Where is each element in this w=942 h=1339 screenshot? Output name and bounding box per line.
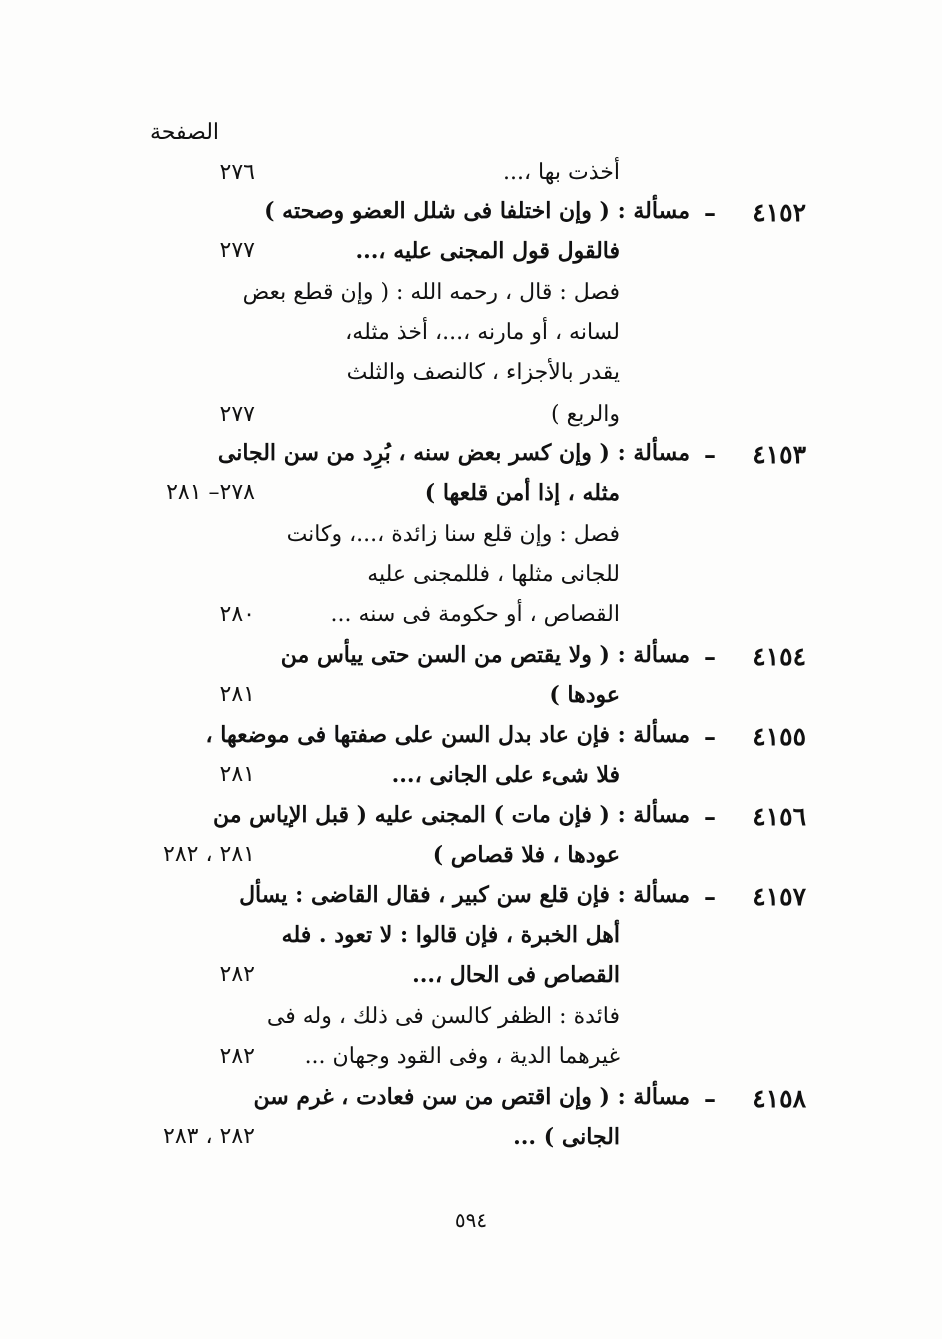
entry-page-ref: ٢٨٢ <box>219 962 255 987</box>
entry-dash: – <box>704 882 716 911</box>
entry-text: مسألة : ( وإن اختلفا فى شلل العضو وصحته ) <box>264 198 690 224</box>
entry-number: ٤١٥٧ <box>752 882 806 911</box>
entry-page-ref: ٢٨٠ <box>219 602 255 627</box>
index-entry-line <box>0 480 942 520</box>
entry-text: أهل الخبرة ، فإن قالوا : لا تعود . فله <box>281 922 620 948</box>
entry-text: للجانى مثلها ، فللمجنى عليه <box>367 562 620 587</box>
index-entry-heading <box>0 802 942 842</box>
entry-number: ٤١٥٢ <box>752 198 806 227</box>
index-entry-heading <box>0 198 942 238</box>
entry-number: ٤١٥٥ <box>752 722 806 751</box>
page-number: ٥٩٤ <box>454 1208 488 1232</box>
index-entry-heading <box>0 882 942 922</box>
entry-number: ٤١٥٨ <box>752 1084 806 1113</box>
entry-number: ٤١٥٤ <box>752 642 806 671</box>
index-entry-heading <box>0 440 942 480</box>
entry-text: غيرهما الدية ، وفى القود وجهان ... <box>304 1044 620 1069</box>
entry-number: ٤١٥٣ <box>752 440 806 469</box>
entry-text: مسألة : فإن قلع سن كبير ، فقال القاضى : يسأل <box>239 882 690 908</box>
entry-text: عودها ) <box>549 682 620 708</box>
index-entry-line <box>0 922 942 962</box>
entry-page-ref: ٢٨٢ <box>219 1044 255 1069</box>
entry-text: مسألة : فإن عاد بدل السن على صفتها فى موضعها ، <box>205 722 690 748</box>
entry-text: فالقول قول المجنى عليه ،... <box>355 238 620 264</box>
entry-page-ref: ٢٧٨– ٢٨١ <box>166 480 255 505</box>
index-entry-heading <box>0 642 942 682</box>
entry-text: القصاص فى الحال ،... <box>412 962 620 988</box>
entry-text: الجانى ) ... <box>513 1124 620 1150</box>
index-entry-line <box>0 360 942 400</box>
entry-text: مسألة : ( وإن كسر بعض سنه ، بُرِد من سن الجانى <box>217 440 690 466</box>
entry-text: مسألة : ( وإن اقتص من سن فعادت ، غرم سن <box>253 1084 690 1110</box>
entry-dash: – <box>704 440 716 469</box>
entry-text: فصل : وإن قلع سنا زائدة ،...، وكانت <box>286 522 620 547</box>
index-entry-line <box>0 1124 942 1164</box>
index-entry-line <box>0 562 942 602</box>
entry-number: ٤١٥٦ <box>752 802 806 831</box>
entry-text: فائدة : الظفر كالسن فى ذلك ، وله فى <box>266 1004 620 1029</box>
index-entry-heading <box>0 1084 942 1124</box>
entry-page-ref: ٢٧٧ <box>219 402 255 427</box>
entry-text: القصاص ، أو حكومة فى سنه ... <box>330 602 620 627</box>
index-entry-line <box>0 522 942 562</box>
index-entry-heading <box>0 722 942 762</box>
index-entry-line <box>0 160 942 200</box>
entry-text: عودها ، فلا قصاص ) <box>432 842 620 868</box>
index-entry-line <box>0 402 942 442</box>
index-entry-line <box>0 602 942 642</box>
index-entry-line <box>0 962 942 1002</box>
index-entry-line <box>0 842 942 882</box>
entry-text: أخذت بها ،... <box>502 160 620 185</box>
entry-dash: – <box>704 642 716 671</box>
entry-text: مسألة : ( ولا يقتص من السن حتى ييأس من <box>280 642 690 668</box>
entry-page-ref: ٢٨١ <box>219 682 255 707</box>
entry-dash: – <box>704 802 716 831</box>
entry-page-ref: ٢٧٦ <box>219 160 255 185</box>
entry-text: والربع ) <box>551 402 620 427</box>
entry-dash: – <box>704 198 716 227</box>
index-entry-line <box>0 280 942 320</box>
entry-page-ref: ٢٨١ <box>219 762 255 787</box>
entry-dash: – <box>704 722 716 751</box>
entry-text: لسانه ، أو مارنه ،...، أخذ مثله، <box>345 320 620 345</box>
entry-text: فلا شىء على الجانى ،... <box>391 762 620 788</box>
index-entry-line <box>0 238 942 278</box>
entry-text: فصل : قال ، رحمه الله : ( وإن قطع بعض <box>242 280 620 305</box>
index-entry-line <box>0 1004 942 1044</box>
index-entry-line <box>0 320 942 360</box>
entry-page-ref: ٢٨٢ ، ٢٨٣ <box>163 1124 255 1149</box>
page-column-header: الصفحة <box>150 120 220 145</box>
entry-text: يقدر بالأجزاء ، كالنصف والثلث <box>346 360 620 385</box>
index-entry-line <box>0 1044 942 1084</box>
index-entry-line <box>0 682 942 722</box>
entry-text: مسألة : ( فإن مات ) المجنى عليه ( قبل الإياس من <box>212 802 690 828</box>
index-entry-line <box>0 762 942 802</box>
entry-dash: – <box>704 1084 716 1113</box>
entry-page-ref: ٢٧٧ <box>219 238 255 263</box>
entry-text: مثله ، إذا أمن قلعها ) <box>424 480 620 506</box>
entry-page-ref: ٢٨١ ، ٢٨٢ <box>163 842 255 867</box>
